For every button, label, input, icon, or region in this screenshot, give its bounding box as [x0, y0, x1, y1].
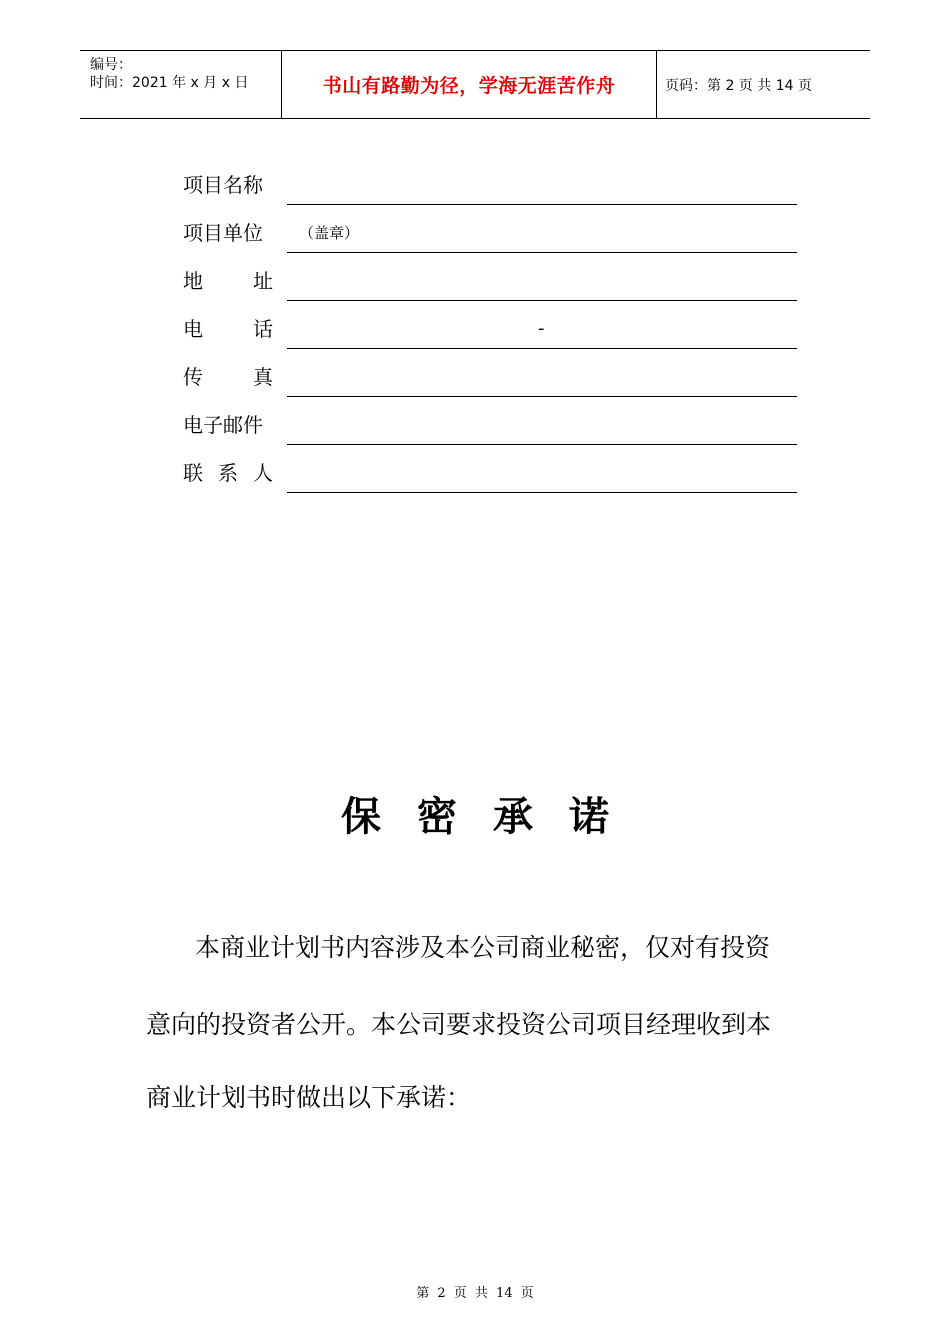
page-header — [80, 50, 870, 119]
form-row-project-name — [183, 157, 797, 205]
label-char: 真 — [253, 365, 273, 389]
form-label: 电子邮件 — [183, 413, 263, 437]
label-char: 传 — [183, 365, 203, 389]
body-line: 本商业计划书内容涉及本公司商业秘密，仅对有投资 — [195, 933, 771, 962]
page-footer: 第 2 页 共 14 页 — [416, 1286, 534, 1301]
form-label: 项目名称 — [183, 173, 263, 197]
form-row-phone — [183, 301, 797, 349]
form-label: 项目单位 — [183, 221, 263, 245]
form-row-fax — [183, 349, 797, 397]
label-char: 址 — [253, 269, 273, 293]
label-char: 地 — [183, 269, 203, 293]
motto: 书山有路勤为径，学海无涯苦作舟 — [322, 75, 616, 97]
form-label — [183, 365, 273, 389]
phone-value: - — [538, 318, 545, 339]
time-label: 时间：2021 年 x 月 x 日 — [90, 75, 249, 91]
label-char: 系 — [218, 461, 238, 485]
form-label — [183, 317, 273, 341]
form-label — [183, 461, 273, 485]
header-meta — [80, 51, 281, 118]
form-row-email — [183, 397, 797, 445]
label-char: 话 — [253, 317, 273, 341]
body-line: 意向的投资者公开。本公司要求投资公司项目经理收到本 — [146, 1010, 772, 1039]
label-char: 电 — [183, 317, 203, 341]
input-line — [287, 492, 797, 493]
form-label — [183, 269, 273, 293]
form-row-project-unit — [183, 205, 797, 253]
form-row-contact — [183, 445, 797, 493]
page-code: 页码：第 2 页 共 14 页 — [665, 77, 812, 94]
label-char: 联 — [183, 461, 203, 485]
seal-note: （盖章） — [299, 224, 360, 242]
header-page-cell — [656, 51, 870, 118]
body-line: 商业计划书时做出以下承诺： — [146, 1083, 472, 1112]
label-char: 人 — [253, 461, 273, 485]
page-title: 保密承诺 — [341, 793, 645, 840]
header-motto-cell — [281, 51, 657, 118]
form-row-address — [183, 253, 797, 301]
serial-label: 编号： — [90, 57, 132, 73]
